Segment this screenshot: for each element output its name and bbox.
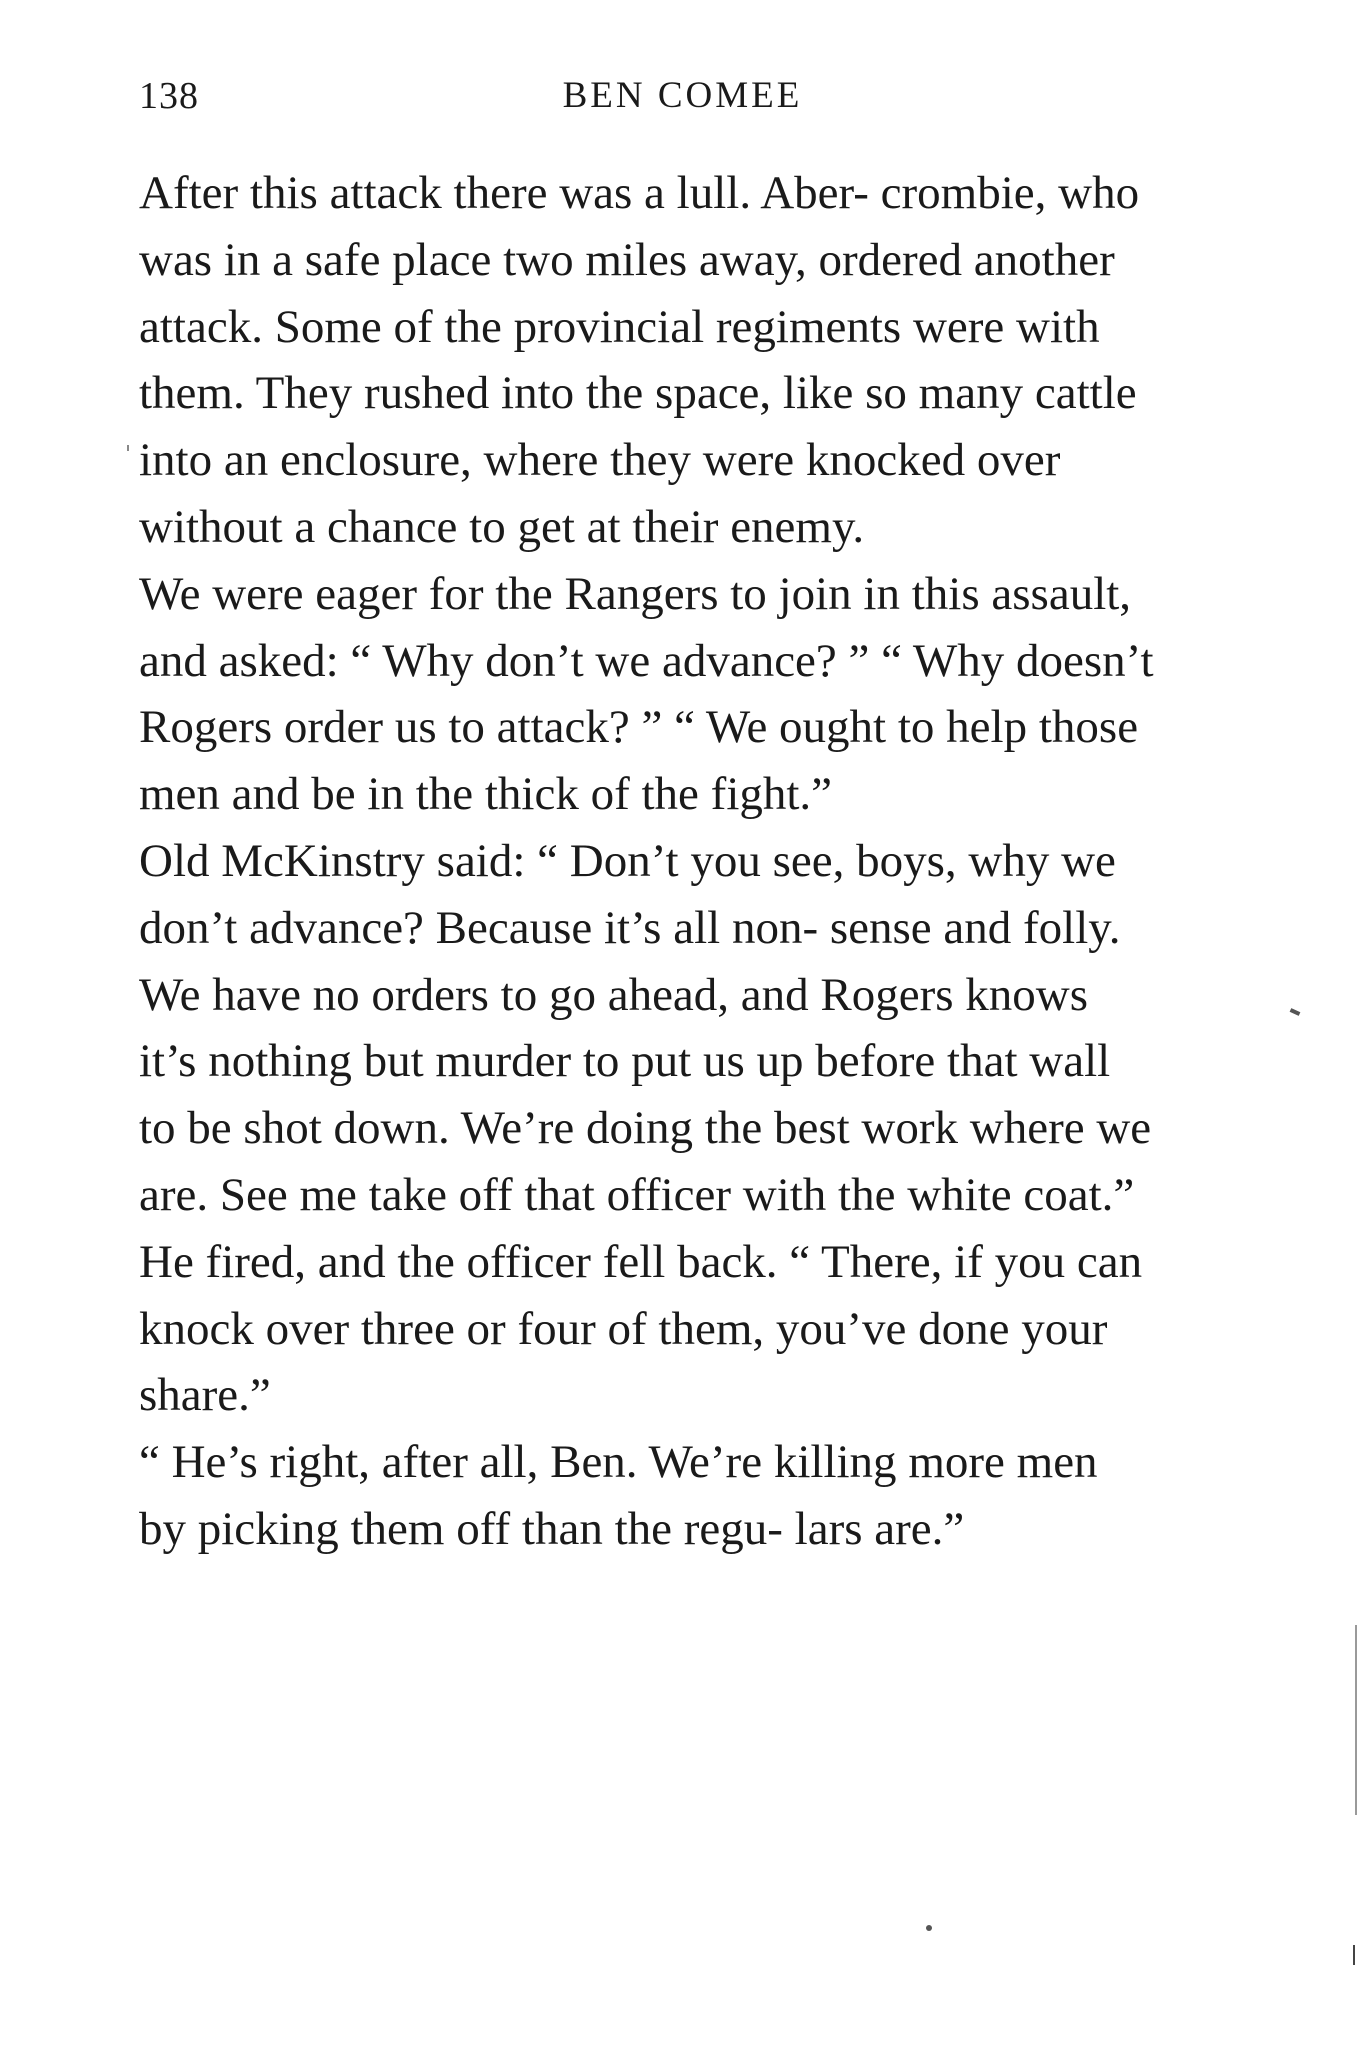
text-line: ahead, and Rogers knows it’s nothing but xyxy=(139,968,1089,1088)
text-line: lars are.” xyxy=(794,1502,965,1555)
text-line: advance? ” “ Why doesn’t Rogers order us xyxy=(139,634,1154,754)
body-text xyxy=(139,160,1155,1563)
text-line: murder to put us up before that wall to be xyxy=(139,1035,1111,1155)
text-line: in this assault, and asked: “ Why don’t we xyxy=(139,567,1132,687)
text-line: over without a chance to get at their enemy. xyxy=(139,434,1061,553)
text-line: four of them, you’ve done your share.” xyxy=(139,1302,1108,1422)
paragraph xyxy=(139,160,1155,561)
text-line: into an enclosure, where they were knocked xyxy=(139,434,966,487)
text-line: rushed into the space, like so many cattle xyxy=(363,367,1137,420)
paragraph xyxy=(139,561,1155,828)
scan-speck xyxy=(926,1925,932,1931)
text-line: back. “ There, if you can knock over three or xyxy=(139,1235,1143,1355)
paragraph xyxy=(139,1429,1155,1563)
text-line: We were eager for the Rangers to join xyxy=(139,567,852,620)
text-line: crombie, who was in a safe place two miles xyxy=(139,167,1140,286)
text-line: sense and folly. We have no orders to go xyxy=(139,901,1121,1021)
paragraph xyxy=(139,828,1155,1429)
text-line: After this attack there was a lull. Aber- xyxy=(139,167,869,219)
text-line: and be in the thick of the fight.” xyxy=(231,768,833,821)
text-line: shot down. We’re doing the best work where xyxy=(243,1102,1085,1155)
text-line: why we don’t advance? Because it’s all non- xyxy=(139,834,1116,954)
scan-speck xyxy=(1353,1945,1355,1965)
text-line: Old McKinstry said: “ Don’t you see, boys, xyxy=(139,834,957,887)
text-line: “ He’s right, after all, Ben. We’re killing xyxy=(139,1436,897,1489)
text-line: we are. See me take off that officer with the xyxy=(139,1102,1152,1221)
page-number: 138 xyxy=(139,75,199,117)
text-line: to attack? ” “ We ought to help those men xyxy=(139,701,1139,821)
running-head: BEN COMEE xyxy=(562,75,803,116)
text-line: white coat.” He fired, and the officer fell xyxy=(139,1168,1135,1288)
scan-speck xyxy=(1355,1625,1357,1815)
scan-speck xyxy=(1290,1008,1301,1016)
text-line: provincial regiments were with them. They xyxy=(139,300,1100,420)
text-line: away, ordered another attack. Some of the xyxy=(139,233,1115,353)
scan-speck xyxy=(127,445,129,451)
text-line: more men by picking them off than the regu- xyxy=(139,1436,1098,1555)
